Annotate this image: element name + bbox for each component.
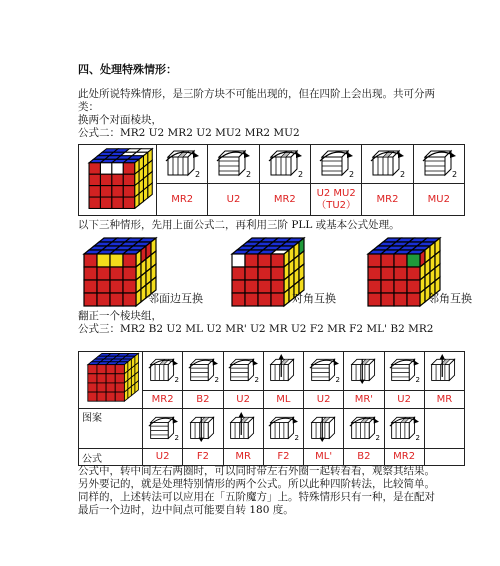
row-label-formula: 公式 — [79, 449, 143, 466]
face-turn-icon — [386, 354, 422, 384]
svg-text:2: 2 — [451, 170, 457, 179]
move-label: F2 — [263, 449, 303, 466]
move-diagram-cell — [157, 145, 208, 184]
case-caption: 邻角互换 — [428, 292, 472, 305]
move-label: MR2 — [259, 184, 310, 216]
move-label: MR2 — [384, 449, 424, 466]
face-turn-icon — [145, 412, 181, 442]
face-turn-icon — [213, 145, 253, 179]
svg-text:2: 2 — [349, 170, 355, 179]
face-turn-icon — [185, 354, 221, 384]
case2-title: 翻正一个棱块组， — [78, 310, 162, 322]
cube-diagram-cell — [79, 145, 157, 216]
slice-turn-icon — [265, 145, 305, 179]
slice-turn-icon — [316, 145, 356, 179]
outro-line-2: 另外要记的，就是处理特别情形的两个公式。所以此种四阶转法，比较简单。 — [78, 478, 435, 490]
move-diagram-cell — [362, 145, 413, 184]
move-label: ML — [263, 391, 303, 409]
move-label: F2 — [183, 449, 223, 466]
slice-turn-icon — [346, 354, 382, 384]
move-label: U2 — [208, 184, 259, 216]
case-caption: 对角互换 — [292, 292, 336, 305]
move-label: MR — [424, 391, 464, 409]
cube-4x4-icon — [82, 147, 154, 209]
move-label: MR2 — [157, 184, 208, 216]
slice-turn-icon — [346, 412, 382, 442]
face-turn-icon — [306, 354, 342, 384]
svg-text:2: 2 — [294, 432, 300, 442]
move-diagram-cell — [413, 145, 464, 184]
slice-turn-icon — [145, 354, 181, 384]
intro-line-2: 类： — [78, 101, 99, 113]
case1-title: 换两个对面棱块， — [78, 114, 162, 126]
move-label: MR2 — [362, 184, 413, 216]
move-label: ML' — [304, 449, 344, 466]
outro-line-1: 公式中，转中间左右两圈时，可以同时带左右外圈一起转看看，观察其结果。 — [78, 465, 435, 477]
move-diagram-cell — [259, 145, 310, 184]
svg-text:2: 2 — [174, 432, 179, 442]
move-label: B2 — [344, 449, 384, 466]
svg-text:2: 2 — [214, 375, 219, 385]
svg-text:2: 2 — [415, 375, 421, 385]
move-label: U2 — [304, 391, 344, 409]
move-label: U2 — [384, 391, 424, 409]
svg-text:2: 2 — [246, 170, 252, 179]
formula2-label: 公式二：MR2 U2 MR2 U2 MU2 MR2 MU2 — [78, 127, 300, 139]
row-label-diagram: 图案 — [79, 409, 143, 449]
svg-text:2: 2 — [297, 170, 303, 179]
cube-diagram-cell — [79, 352, 143, 409]
svg-text:2: 2 — [195, 170, 201, 179]
slice-turn-icon — [367, 145, 407, 179]
move-diagram-cell — [208, 145, 259, 184]
slice-turn-icon — [426, 354, 462, 384]
section-heading: 四、处理特殊情形： — [78, 63, 177, 76]
slice-turn-icon — [306, 412, 342, 442]
svg-text:2: 2 — [174, 375, 179, 385]
move-label: B2 — [183, 391, 223, 409]
formula3-label: 公式三：MR2 B2 U2 ML U2 MR' U2 MR U2 F2 MR F2 ML' B2 MR2 — [78, 323, 434, 335]
move-label: U2 — [143, 449, 183, 466]
svg-text:2: 2 — [254, 375, 260, 385]
outro-line-3: 同样的，上述转法可以应用在「五阶魔方」上。特殊情形只有一种，是在配对 — [78, 491, 435, 503]
svg-text:2: 2 — [400, 170, 406, 179]
move-label: MR2 — [143, 391, 183, 409]
formula3-table — [78, 351, 465, 466]
case-caption: 邻面边互换 — [148, 292, 203, 305]
three-cases-line: 以下三种情形，先用上面公式二，再利用三阶 PLL 或基本公式处理。 — [78, 219, 400, 231]
slice-turn-icon — [265, 354, 301, 384]
cube-4x4-icon — [76, 236, 158, 310]
slice-turn-icon — [386, 412, 422, 442]
cube-4x4-icon — [82, 352, 140, 404]
move-label: U2 — [223, 391, 263, 409]
slice-turn-icon — [419, 145, 459, 179]
slice-turn-icon — [185, 412, 221, 442]
slice-turn-icon — [225, 412, 261, 442]
slice-turn-icon — [162, 145, 202, 179]
formula2-table — [78, 144, 465, 216]
svg-text:2: 2 — [415, 432, 421, 442]
outro-line-4: 最后一个边时，边中间点可能要自转 180 度。 — [78, 504, 294, 516]
intro-line-1: 此处所说特殊情形，是三阶方块不可能出现的，但在四阶上会出现。共可分两 — [78, 88, 435, 100]
move-label: U2 MU2 （TU2） — [310, 184, 361, 216]
move-label: MR' — [344, 391, 384, 409]
move-label: MU2 — [413, 184, 464, 216]
svg-text:2: 2 — [375, 432, 380, 442]
move-label: MR — [223, 449, 263, 466]
svg-text:2: 2 — [335, 375, 340, 385]
slice-turn-icon — [265, 412, 301, 442]
face-turn-icon — [225, 354, 261, 384]
move-diagram-cell — [310, 145, 361, 184]
